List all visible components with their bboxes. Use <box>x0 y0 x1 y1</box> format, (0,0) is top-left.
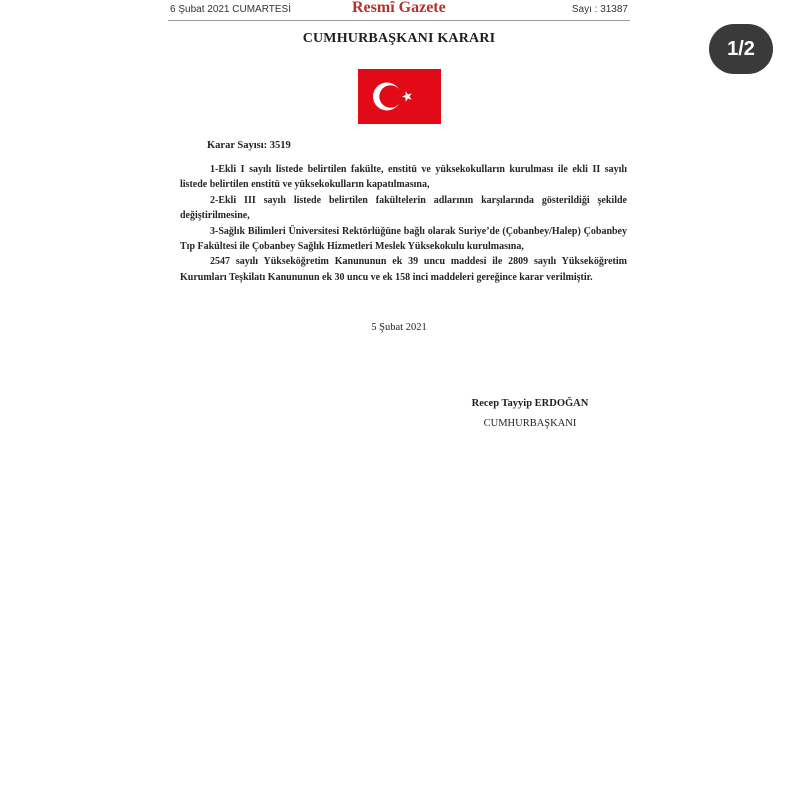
gazette-name: Resmî Gazete <box>352 0 446 16</box>
document-title: CUMHURBAŞKANI KARARI <box>302 31 496 46</box>
signer-name: Recep Tayyip ERDOĞAN <box>471 398 589 409</box>
turkish-flag-icon <box>358 69 441 124</box>
decision-body <box>180 162 627 285</box>
paragraph-4: 2547 sayılı Yükseköğretim Kanununun ek 39 uncu maddesi ile 2809 sayılı Yükseköğretim Kurumları Teşkilatı Kanununun ek 30 uncu ve ek 158 inci maddeleri gereğince karar verilmiştir. <box>180 256 627 283</box>
signer-title: CUMHURBAŞKANI <box>483 418 577 429</box>
paragraph-2: 2-Ekli III sayılı listede belirtilen fakültelerin adlarının karşılarında gösterildiği şekilde değiştirilmesine, <box>180 194 627 222</box>
paragraph-3: 3-Sağlık Bilimleri Üniversitesi Rektörlüğüne bağlı olarak Suriye’de (Çobanbey/Halep) Çobanbey Tıp Fakültesi ile Çobanbey Sağlık Hizmetleri Meslek Yüksekokulu kurulmasına, <box>180 225 627 253</box>
gazette-header <box>168 0 630 21</box>
page-indicator-badge[interactable] <box>709 24 773 74</box>
page-indicator-text: 1/2 <box>727 37 755 60</box>
header-date: 6 Şubat 2021 CUMARTESİ <box>170 4 291 15</box>
decision-number: Karar Sayısı: 3519 <box>207 140 291 151</box>
paragraph-1: 1-Ekli I sayılı listede belirtilen fakülte, enstitü ve yüksekokulların kurulması ile ekli II sayılı listede belirtilen enstitü ve yüksekokulların kapatılmasına, <box>180 164 627 191</box>
issue-number: Sayı : 31387 <box>571 4 628 15</box>
decision-date: 5 Şubat 2021 <box>371 322 427 333</box>
